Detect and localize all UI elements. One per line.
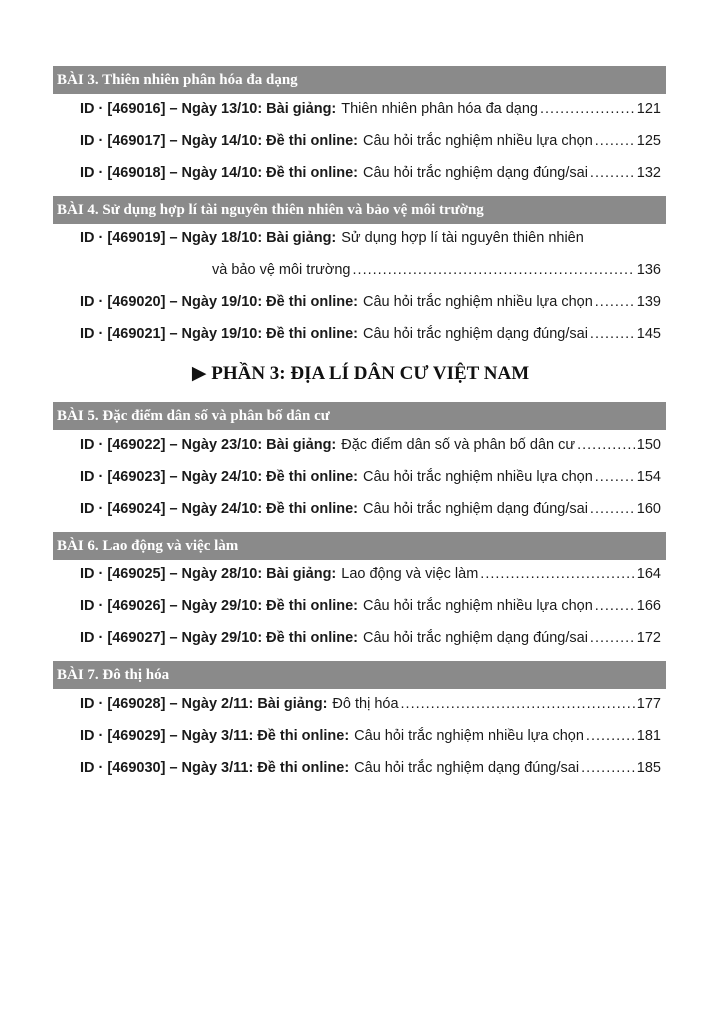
entry-page-number: 139 — [636, 294, 661, 310]
entry-page-number: 181 — [636, 728, 661, 744]
entry-title-continuation: và bảo vệ môi trường — [212, 262, 351, 278]
entry-prefix: ID · [469030] – Ngày 3/11: Đề thi online: — [80, 760, 350, 776]
entry-prefix: ID · [469017] – Ngày 14/10: Đề thi online: — [80, 133, 359, 149]
entry-title: Sử dụng hợp lí tài nguyên thiên nhiên — [341, 230, 584, 246]
entry-title: Câu hỏi trắc nghiệm nhiều lựa chọn — [363, 598, 593, 614]
entry-prefix: ID · [469026] – Ngày 29/10: Đề thi online: — [80, 598, 359, 614]
entry-prefix: ID · [469023] – Ngày 24/10: Đề thi online: — [80, 469, 359, 485]
toc-entry[interactable] — [80, 469, 661, 491]
entry-page-number: 172 — [636, 630, 661, 646]
leader-dots — [590, 326, 635, 342]
entry-prefix: ID · [469020] – Ngày 19/10: Đề thi online: — [80, 294, 359, 310]
entry-page-number: 166 — [636, 598, 661, 614]
entry-page-number: 125 — [636, 133, 661, 149]
toc-entry[interactable] — [80, 630, 661, 652]
entry-prefix: ID · [469016] – Ngày 13/10: Bài giảng: — [80, 101, 337, 117]
entry-page-number: 154 — [636, 469, 661, 485]
leader-dots — [595, 133, 635, 149]
entry-prefix: ID · [469022] – Ngày 23/10: Bài giảng: — [80, 437, 337, 453]
entry-prefix: ID · [469021] – Ngày 19/10: Đề thi online: — [80, 326, 359, 342]
toc-entry[interactable] — [80, 294, 661, 316]
entry-title: Câu hỏi trắc nghiệm dạng đúng/sai — [354, 760, 580, 776]
leader-dots — [595, 294, 635, 310]
entry-prefix: ID · [469019] – Ngày 18/10: Bài giảng: — [80, 230, 337, 246]
leader-dots — [401, 696, 635, 712]
lesson-header: BÀI 5. Đặc điểm dân số và phân bố dân cư — [53, 402, 666, 430]
leader-dots — [595, 598, 635, 614]
leader-dots — [590, 630, 635, 646]
toc-entry[interactable] — [80, 326, 661, 348]
entry-prefix: ID · [469028] – Ngày 2/11: Bài giảng: — [80, 696, 328, 712]
leader-dots — [581, 760, 635, 776]
entry-prefix: ID · [469029] – Ngày 3/11: Đề thi online: — [80, 728, 350, 744]
toc-entry[interactable] — [80, 501, 661, 523]
part-heading: ▶ PHẦN 3: ĐỊA LÍ DÂN CƯ VIỆT NAM — [191, 363, 530, 384]
lesson-header: BÀI 6. Lao động và việc làm — [53, 532, 666, 560]
entry-title: Câu hỏi trắc nghiệm nhiều lựa chọn — [354, 728, 584, 744]
entry-prefix: ID · [469024] – Ngày 24/10: Đề thi online: — [80, 501, 359, 517]
toc-entry-continuation[interactable] — [212, 262, 661, 284]
leader-dots — [590, 165, 635, 181]
toc-entry[interactable] — [80, 696, 661, 718]
entry-title: Câu hỏi trắc nghiệm nhiều lựa chọn — [363, 133, 593, 149]
entry-prefix: ID · [469027] – Ngày 29/10: Đề thi online: — [80, 630, 359, 646]
entry-page-number: 177 — [636, 696, 661, 712]
toc-entry[interactable] — [80, 728, 661, 750]
entry-title: Câu hỏi trắc nghiệm nhiều lựa chọn — [363, 294, 593, 310]
entry-page-number: 136 — [636, 262, 661, 278]
entry-page-number: 150 — [636, 437, 661, 453]
entry-page-number: 185 — [636, 760, 661, 776]
entry-title: Đô thị hóa — [332, 696, 399, 712]
leader-dots — [577, 437, 635, 453]
entry-page-number: 160 — [636, 501, 661, 517]
leader-dots — [480, 566, 635, 582]
lesson-header: BÀI 3. Thiên nhiên phân hóa đa dạng — [53, 66, 666, 94]
lesson-header: BÀI 7. Đô thị hóa — [53, 661, 666, 689]
leader-dots — [540, 101, 635, 117]
entry-title: Đặc điểm dân số và phân bố dân cư — [341, 437, 576, 453]
entry-title: Câu hỏi trắc nghiệm dạng đúng/sai — [363, 326, 588, 342]
toc-entry[interactable] — [80, 101, 661, 123]
entry-title: Câu hỏi trắc nghiệm dạng đúng/sai — [363, 165, 588, 181]
entry-title: Thiên nhiên phân hóa đa dạng — [341, 101, 538, 117]
entry-title: Câu hỏi trắc nghiệm dạng đúng/sai — [363, 501, 588, 517]
leader-dots — [586, 728, 635, 744]
entry-title: Câu hỏi trắc nghiệm nhiều lựa chọn — [363, 469, 593, 485]
toc-entry[interactable] — [80, 760, 661, 782]
toc-entry[interactable] — [80, 133, 661, 155]
entry-page-number: 145 — [636, 326, 661, 342]
entry-prefix: ID · [469018] – Ngày 14/10: Đề thi online: — [80, 165, 359, 181]
entry-title: Câu hỏi trắc nghiệm dạng đúng/sai — [363, 630, 588, 646]
toc-entry[interactable] — [80, 437, 661, 459]
entry-prefix: ID · [469025] – Ngày 28/10: Bài giảng: — [80, 566, 337, 582]
toc-entry[interactable] — [80, 566, 661, 588]
leader-dots — [590, 501, 635, 517]
entry-page-number: 164 — [636, 566, 661, 582]
leader-dots — [595, 469, 635, 485]
leader-dots — [353, 262, 635, 278]
entry-title: Lao động và việc làm — [341, 566, 479, 582]
toc-entry[interactable] — [80, 230, 661, 252]
toc-entry[interactable] — [80, 165, 661, 187]
entry-page-number: 132 — [636, 165, 661, 181]
toc-entry[interactable] — [80, 598, 661, 620]
entry-page-number: 121 — [636, 101, 661, 117]
lesson-header: BÀI 4. Sử dụng hợp lí tài nguyên thiên nhiên và bảo vệ môi trường — [53, 196, 666, 224]
